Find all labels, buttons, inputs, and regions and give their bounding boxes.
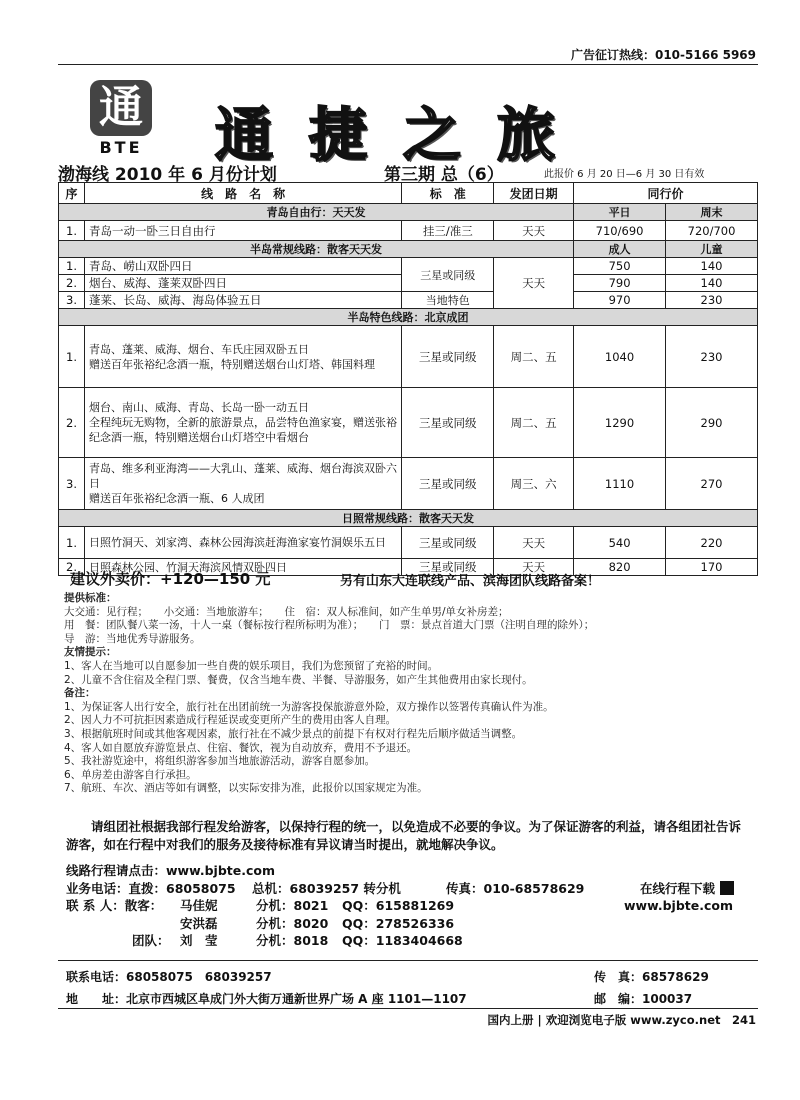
col-standard: 标 准 — [402, 183, 494, 204]
footer-address: 地 址：北京市西城区阜成门外大街万通新世界广场 A 座 1101—1107 — [66, 992, 467, 1006]
contact-ext: 分机：8020 — [256, 915, 329, 931]
depart-date: 天天 — [494, 221, 574, 241]
route-name: 青岛、崂山双卧四日 — [84, 258, 401, 275]
biz-phone: 业务电话：直拨：68058075 — [66, 880, 236, 896]
section-title: 青岛自由行：天天发 — [59, 204, 574, 221]
depart-date: 天天 — [494, 527, 574, 559]
row-no: 1. — [59, 326, 85, 388]
table-row — [59, 326, 758, 388]
plan-title: 渤海线 2010 年 6 月份计划 — [58, 165, 277, 185]
note-line: 提供标准： — [64, 592, 117, 604]
footer-block — [66, 966, 756, 1010]
standard: 三星或同级 — [402, 326, 494, 388]
standard: 三星或同级 — [402, 559, 494, 576]
price-weekend: 720/700 — [666, 221, 758, 241]
note-line: 2、因人力不可抗拒因素造成行程延误或变更所产生的费用由客人自理。 — [64, 714, 397, 727]
bte-logo-icon: 通 — [90, 80, 152, 136]
contact-qq: QQ：1183404668 — [342, 933, 463, 948]
logo-text: BTE — [99, 138, 143, 157]
price-adult: 1110 — [574, 458, 666, 510]
section-title: 日照常规线路：散客天天发 — [59, 510, 758, 527]
row-no: 2. — [59, 388, 85, 458]
contact-qq: QQ：278526336 — [342, 915, 455, 931]
price-adult: 970 — [574, 292, 666, 309]
price-table — [58, 182, 758, 576]
section-header — [59, 309, 758, 326]
price-child: 290 — [666, 388, 758, 458]
notes-block — [64, 592, 754, 796]
col-depart: 发团日期 — [494, 183, 574, 204]
price-weekday: 710/690 — [574, 221, 666, 241]
depart-date: 周三、六 — [494, 458, 574, 510]
col-seq: 序 — [59, 183, 85, 204]
route-name: 烟台、南山、威海、青岛、长岛一卧一动五日 全程纯玩无购物，全新的旅游景点，品尝特色渔家宴，赠送张裕纪念酒一瓶，特别赠送烟台山灯塔空中看烟台 — [84, 388, 401, 458]
ad-hotline: 广告征订热线：010-5166 5969 — [570, 48, 756, 62]
contact-block — [66, 862, 756, 950]
table-row — [59, 527, 758, 559]
price-child: 140 — [666, 258, 758, 275]
sub-header: 平日 — [574, 204, 666, 221]
footer-postcode: 邮 编：100037 — [594, 992, 693, 1006]
top-divider — [58, 64, 758, 65]
bottom-divider — [58, 1008, 758, 1009]
row-no: 3. — [59, 458, 85, 510]
sub-header: 周末 — [666, 204, 758, 221]
table-row — [59, 458, 758, 510]
table-header-row — [59, 183, 758, 204]
sub-header: 成人 — [574, 241, 666, 258]
footer-phone: 联系电话：68058075 68039257 — [66, 970, 272, 984]
route-name: 烟台、威海、蓬莱双卧四日 — [84, 275, 401, 292]
section-header — [59, 241, 758, 258]
price-child: 230 — [666, 292, 758, 309]
brand-title: 通捷之旅 — [215, 101, 592, 169]
note-line: 5、我社游览途中，将组织游客参加当地旅游活动，游客自愿参加。 — [64, 755, 376, 768]
table-row — [59, 292, 758, 309]
note-line: 备注： — [64, 687, 96, 700]
footer-divider — [58, 960, 758, 961]
standard: 挂三/准三 — [402, 221, 494, 241]
contact-name: 刘 莹 — [180, 933, 218, 948]
note-line: 6、单房差由游客自行承担。 — [64, 768, 197, 781]
section-header — [59, 510, 758, 527]
switchboard: 总机：68039257 转分机 — [252, 880, 401, 896]
appeal-paragraph: 请组团社根据我部行程发给游客，以保持行程的统一，以免造成不必要的争议。为了保证游客的利益，请各组团社告诉游客，如在行程中对我们的服务及接待标准有异议请当时提出，就地解决争议。 — [66, 819, 742, 852]
route-name: 蓬莱、长岛、威海、海岛体验五日 — [84, 292, 401, 309]
sub-header: 儿童 — [666, 241, 758, 258]
table-row — [59, 388, 758, 458]
price-adult: 540 — [574, 527, 666, 559]
other-products-note: 另有山东大连联线产品、滨海团队线路备案！ — [340, 574, 601, 589]
website-link[interactable]: www.bjbte.com — [624, 898, 733, 913]
section-header — [59, 204, 758, 221]
row-no: 1. — [59, 221, 85, 241]
itinerary-link[interactable]: 线路行程请点击：www.bjbte.com — [66, 863, 275, 878]
standard: 三星或同级 — [402, 258, 494, 292]
route-name: 青岛、维多利亚海湾——大乳山、蓬莱、威海、烟台海滨双卧六日 赠送百年张裕纪念酒一瓶、6 人成团 — [84, 458, 401, 510]
page-footer: 国内上册 | 欢迎浏览电子版 www.zyco.net 241 — [487, 1013, 756, 1027]
depart-date: 周二、五 — [494, 388, 574, 458]
depart-date: 天天 — [494, 258, 574, 309]
depart-date: 周二、五 — [494, 326, 574, 388]
row-no: 3. — [59, 292, 85, 309]
price-adult: 1040 — [574, 326, 666, 388]
standard: 三星或同级 — [402, 527, 494, 559]
route-name: 日照森林公园、竹洞天海滨风情双卧四日 — [84, 559, 401, 576]
price-child: 270 — [666, 458, 758, 510]
issue-number: 第三期 总（6） — [384, 165, 504, 185]
price-child: 220 — [666, 527, 758, 559]
price-adult: 790 — [574, 275, 666, 292]
col-price: 同行价 — [574, 183, 758, 204]
contact-name: 马佳妮 — [180, 898, 218, 913]
note-line: 用 餐：团队餐八菜一汤，十人一桌（餐标按行程所标明为准）； 门 票：景点首道大门票（注明自理的除外）； — [64, 619, 595, 632]
download-link[interactable]: 在线行程下载 — [640, 880, 716, 896]
suggested-price: 建议外卖价：+120—150 元 — [70, 570, 271, 588]
contact-ext: 分机：8021 — [256, 898, 329, 913]
price-adult: 820 — [574, 559, 666, 576]
section-title: 半岛常规线路：散客天天发 — [59, 241, 574, 258]
route-name: 青岛、蓬莱、威海、烟台、车氏庄园双卧五日 赠送百年张裕纪念酒一瓶，特别赠送烟台山灯塔、韩国料理 — [84, 326, 401, 388]
note-line: 1、为保证客人出行安全，旅行社在出团前统一为游客投保旅游意外险，双方操作以签署传真确认件为准。 — [64, 700, 554, 713]
fax-number: 传真：010-68578629 — [446, 880, 585, 896]
note-line: 友情提示： — [64, 646, 117, 659]
price-child: 230 — [666, 326, 758, 388]
col-route: 线 路 名 称 — [84, 183, 401, 204]
note-line: 1、客人在当地可以自愿参加一些自费的娱乐项目，我们为您预留了充裕的时间。 — [64, 659, 439, 672]
contact-qq: QQ：615881269 — [342, 898, 455, 913]
section-title: 半岛特色线路：北京成团 — [59, 309, 758, 326]
depart-date: 天天 — [494, 559, 574, 576]
table-row — [59, 221, 758, 241]
row-no: 2. — [59, 275, 85, 292]
note-line: 2、儿童不含住宿及全程门票、餐费，仅含当地车费、半餐、导游服务，如产生其他费用由家长现付。 — [64, 673, 533, 686]
contact-role: 团队： — [132, 933, 170, 948]
note-line: 导 游：当地优秀导游服务。 — [64, 632, 201, 645]
price-validity: 此报价 6 月 20 日—6 月 30 日有效 — [544, 169, 705, 180]
table-row — [59, 258, 758, 275]
download-icon[interactable] — [720, 881, 734, 895]
row-no: 1. — [59, 527, 85, 559]
contact-ext: 分机：8018 — [256, 933, 329, 948]
route-name: 日照竹洞天、刘家湾、森林公园海滨赶海渔家宴竹洞娱乐五日 — [84, 527, 401, 559]
price-child: 140 — [666, 275, 758, 292]
route-name: 青岛一动一卧三日自由行 — [84, 221, 401, 241]
row-no: 2. — [59, 559, 85, 576]
contact-name: 安洪磊 — [180, 915, 218, 931]
standard: 三星或同级 — [402, 458, 494, 510]
price-adult: 1290 — [574, 388, 666, 458]
note-line: 3、根据航班时间或其他客观因素，旅行社在不减少景点的前提下有权对行程先后顺序做适当调整。 — [64, 727, 523, 740]
note-line: 4、客人如自愿放弃游览景点、住宿、餐饮，视为自动放弃，费用不予退还。 — [64, 741, 418, 754]
note-line: 大交通：见行程； 小交通：当地旅游车； 住 宿：双人标准间，如产生单男/单女补房差； — [64, 605, 509, 618]
standard: 三星或同级 — [402, 388, 494, 458]
price-child: 170 — [666, 559, 758, 576]
price-adult: 750 — [574, 258, 666, 275]
contact-role: 联 系 人：散客： — [66, 898, 163, 913]
row-no: 1. — [59, 258, 85, 275]
footer-fax: 传 真：68578629 — [594, 970, 709, 984]
standard: 当地特色 — [402, 292, 494, 309]
note-line: 7、航班、车次、酒店等如有调整，以实际安排为准，此报价以国家规定为准。 — [64, 782, 428, 795]
